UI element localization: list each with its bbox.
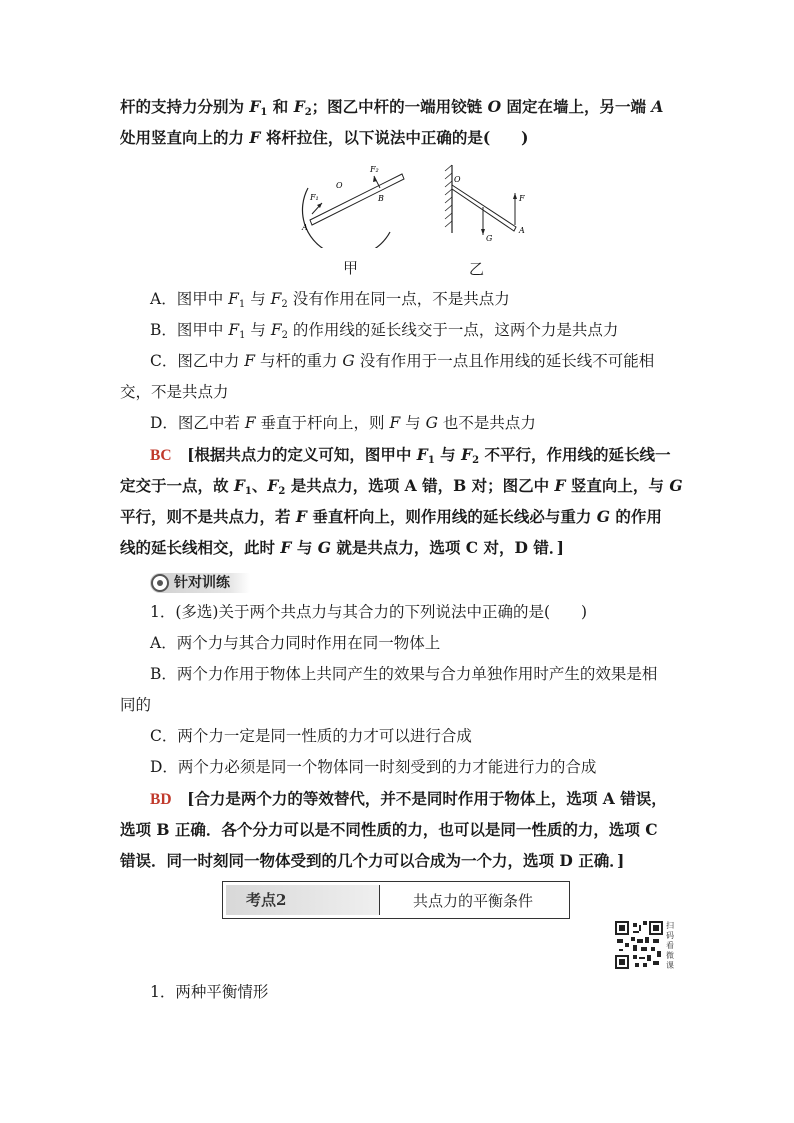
figure-jia-label-o: O [336, 181, 343, 190]
q0-option-c-line2: 交，不是共点力 [120, 383, 229, 401]
q1-option-d: D．两个力必须是同一个物体同一时刻受到的力才能进行力的合成 [150, 758, 597, 776]
q0-answer: BC [150, 447, 172, 464]
q1-option-c: C．两个力一定是同一性质的力才可以进行合成 [150, 727, 472, 745]
figure-jia [296, 158, 416, 248]
figure-jia-caption: 甲 [343, 259, 359, 277]
figure-yi-rod [452, 185, 516, 231]
q1-answer: BD [150, 791, 172, 808]
q0-option-c-line1: C．图乙中力 F 与杆的重力 G 没有作用于一点且作用线的延长线不可能相 [150, 352, 655, 370]
figure-jia-label-f1: F₁ [310, 193, 319, 202]
figure-yi-label-g: G [486, 234, 493, 243]
kaodian-box [222, 881, 570, 919]
q0-option-d: D．图乙中若 F 垂直于杆向上，则 F 与 G 也不是共点力 [150, 414, 536, 432]
q0-explanation-line2: 定交于一点，故 $F_1$、$F_2$ 是共点力，选项 A 错，B 对；图乙中 F 竖直向上，与 G [120, 476, 683, 497]
section-tag-label: 针对训练 [174, 575, 230, 591]
kaodian-label: 考点2 [246, 891, 287, 909]
q0-option-a: A．图甲中 $F_1$ 与 $F_2$ 没有作用在同一点，不是共点力 [150, 290, 510, 310]
figure-jia-rod [310, 174, 404, 225]
section-1-heading: 1．两种平衡情形 [150, 983, 269, 1001]
figure-yi-label-o: O [454, 175, 461, 184]
figure-yi-label-a: A [519, 226, 525, 235]
qr-side-text: 扫码看微课 [666, 921, 674, 970]
q1-stem: 1．(多选)关于两个共点力与其合力的下列说法中正确的是( ) [150, 603, 588, 621]
q0-explanation-line3: 平行，则不是共点力，若 F 垂直杆向上，则作用线的延长线必与重力 G 的作用 [120, 507, 662, 526]
kaodian-title: 共点力的平衡条件 [413, 892, 534, 910]
q1-option-b-line2: 同的 [120, 696, 152, 714]
intro-line-1: 杆的支持力分别为 $F_1$ 和 $F_2$；图乙中杆的一端用铰链 O 固定在墙上，另一端 A [120, 97, 664, 118]
figure-jia-label-f2: F₂ [370, 165, 379, 174]
intro-line-2: 处用竖直向上的力 F 将杆拉住，以下说法中正确的是( ) [120, 128, 529, 147]
figure-yi-wall-hatch [445, 165, 452, 227]
q0-option-b: B．图甲中 $F_1$ 与 $F_2$ 的作用线的延长线交于一点，这两个力是共点力 [150, 321, 619, 341]
q1-explanation-line3: 错误．同一时刻同一物体受到的几个力可以合成为一个力，选项 D 正确．] [120, 851, 625, 870]
figure-yi-caption: 乙 [469, 260, 485, 278]
figure-yi-label-f: F [519, 194, 525, 203]
q0-explanation-line1: BC [根据共点力的定义可知，图甲中 $F_1$ 与 $F_2$ 不平行，作用线的延长线一 [150, 445, 671, 466]
q1-explanation-line2: 选项 B 正确．各个分力可以是不同性质的力，也可以是同一性质的力，选项 C [120, 820, 658, 839]
figure-jia-label-b: B [378, 194, 384, 203]
q1-explanation-line1: BD [合力是两个力的等效替代，并不是同时作用于物体上，选项 A 错误， [150, 789, 667, 808]
q1-option-a: A．两个力与其合力同时作用在同一物体上 [150, 634, 441, 652]
kaodian-label-bg [226, 885, 380, 915]
q1-option-b-line1: B．两个力作用于物体上共同产生的效果与合力单独作用时产生的效果是相 [150, 665, 658, 683]
section-tag [150, 573, 250, 593]
q0-explanation-line4: 线的延长线相交，此时 F 与 G 就是共点力，选项 C 对，D 错．] [120, 538, 564, 557]
target-icon [151, 574, 169, 592]
figure-jia-label-a: A [302, 223, 308, 232]
figure-yi [442, 163, 532, 253]
qr-code-icon [615, 921, 663, 969]
